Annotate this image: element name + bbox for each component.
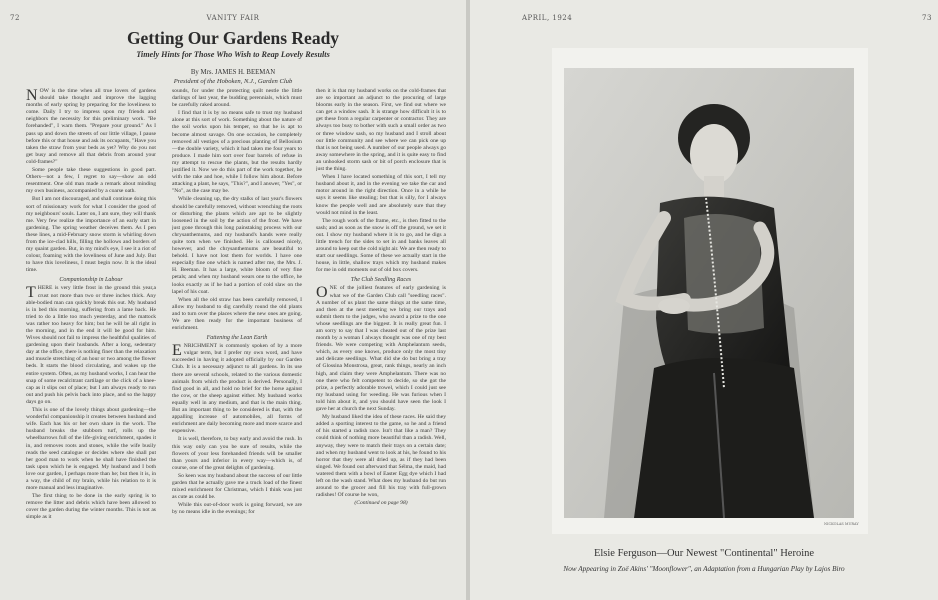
portrait-photo	[564, 68, 854, 518]
paragraph: ONE of the jolliest features of early gardening is what we of the Garden Club call "seedling races". A number of us plant the same things at the same time, and then at the next meeting we bring our trays and submit them to the judges, who award a prize to the one whose seedlings are the biggest. It is really great fun. I am sorry to say that I was cheated out of the prize last month by a woman I always thought was one of my best friends. We were competing with Amphelantum seeds, which, as every one knows, produce only the most tiny and delicate seedlings. What did she do but bring a tray of Glossina Monstrosa, great, rank things, nearly an inch high, and claim they were Amphelantum. There was no one there who felt competent to decide, so she got the prize, a perfectly adorable trowel, which I could just see my husband using for weeding. He was furious when I told him about it, and you should have seen the look I gave her at church the next Sunday.	[316, 284, 446, 413]
paragraph: The rough work of the frame, etc., is then fitted to the sash; and as soon as the snow is off the ground, we set it out. I show my husband where it is to go, and he digs a little trench for the sides to set in and banks leaves all around to keep out the cold night air. We are then ready to start our seedlings. Some of these we actually start in the house, in little, shallow trays which my husband makes for me in odd moments out of old box covers.	[316, 217, 446, 274]
paragraph: So keen was my husband about the success of our little garden that he actually gave me a truck load of the finest mixed enrichment for Christmas, which I think was just as cute as could be.	[172, 472, 302, 501]
paragraph: Some people take these suggestions in good part. Others—not a few, I regret to say—show an odd resentment. One old man made a remark about minding my own business, accompanied by a coarse oath.	[26, 167, 156, 195]
paragraph: My husband liked the idea of these races. He said they added a sporting interest to the game, so he and a friend of his started a radish race. Isn't that like a man? They could think of nothing more beautiful than a radish. Well, anyway, they were to match their trays on a certain date; and when my husband went to look at his, he found to his horror that they were all dried up, as if they had been singed. We found out afterward that Sélma, the maid, had watered them with a bowl of Easter Egg dye which I had left on the wash stand. What does my husband do but run around to the grocer and fill his tray with full-grown radishes! Of course he won,	[316, 414, 446, 499]
photo-caption: Elsie Ferguson—Our Newest "Continental" Heroine	[593, 548, 815, 559]
continued-note: (Continued on page 98)	[354, 500, 408, 507]
paragraph: When all the old straw has been carefully removed, I allow my husband to dig carefully round the old plants and to turn over the places where the new ones are going. We are then ready for the important business of enrichment.	[172, 296, 302, 332]
paragraph: The first thing to be done in the early spring is to remove the litter and debris which have been allowed to cover the garden during the winter months. This is not as simple as it	[26, 493, 156, 521]
section-heading: The Club Seedling Races	[350, 277, 412, 284]
paragraph: ENRICHMENT is commonly spoken of by a more vulgar term, but I prefer my own word, and have succeeded in having it adopted officially by our Garden Club. It is a necessary adjunct to all gardens. In its use there are several schools, related to the various domestic animals from which the product is derived. Personally, I find good in all, and hold no brief for the horse against the cow, or the sheep against either. My husband works equally well in any medium, and that is the main thing. But an important thing to be considered is that, with the appalling increase of automobiles, all forms of enrichment are daily becoming more and more scarce and expensive.	[172, 342, 302, 435]
paragraph: While this out-of-door work is going forward, we are by no means idle in the evenings; for	[172, 502, 302, 516]
article-title: Getting Our Gardens Ready	[126, 28, 340, 48]
paragraph: It is well, therefore, to buy early and avoid the rush. In this way only can you be sure of results, while the flowers of your less forehanded friends will be smaller than yours and inferior in every way—which is, of course, one of the great delights of gardening.	[172, 436, 302, 471]
paragraph: NOW is the time when all true lovers of gardens should take thought and improve the lagging months of early spring by preparing for the loveliness to come. Daily I try to impress upon my friends and neighbors the necessity for this preliminary work. "Be forehanded", I warn them. "Prepare your ground." As I pass up and down the streets of our little village, I pause before this or that house and ask its occupants, "Have you taken the straw from your beds as yet? Why do you not get busy and remove all that debris from around your cold-frames?"	[26, 88, 156, 165]
article-subtitle: Timely Hints for Those Who Wish to Reap Lovely Results	[136, 50, 330, 59]
paragraph: I find that it is by no means safe to trust my husband alone at this sort of work. Something about the nature of the soil works upon his temper, so that he is apt to become almost savage. On one occasion, he completely removed all vestiges of a precious planting of Bellosium—the double variety, which it had taken me four years to produce. I made him sort over four barrels of refuse in my attempt to rescue the plants, but the results hardly justified it. Now we do this part of the work together, he with the rake and hoe, while I follow him about. Before attacking a plant, he says, "This?", and I answer, "Yes", or "No", as the case may be.	[172, 110, 302, 195]
byline-role: President of the Hoboken, N.J., Garden Club	[173, 78, 293, 85]
paragraph: While cleaning up, the dry stalks of last year's flowers should be carefully removed, without wrenching the roots or disturbing the plants which are apt to be slightly loosened in the soil by the action of the frost. We have just gone through this long painstaking process with our chrysanthemums, and my husband's hands were really quite torn when we finished. He is calloused nicely, however, and the chrysanthemums are beautiful to behold. I have not lost them for worlds. I have one especially fine one which is named after me, the Mrs. J. H. Beeman. It has a large, white bloom of very fine petals; and when my husband wears one to the office, he looks exactly as if he had a portion of cold slaw on the lapel of his coat.	[172, 196, 302, 295]
portrait-illustration	[564, 68, 854, 518]
paragraph: THERE is very little frost in the ground this year,a crust not more than two or three inches thick. Any able-bodied man can quickly break this out. My husband is in bed this morning, suffering from a lame back. He tried to do a little too much yesterday, and the mattock was rather too heavy for him; but he will be all right in the morning, and in the end it will be good for him. Wives should not fail to impress the healthful qualities of gardening upon their husbands. After a long, sedentary day at the office, there is nothing finer than the relaxation and muscle stretching of an hour or two among the flower beds. It starts the blood circulating, and wakes up the entire system. Often, as my husband works, I can hear the snap of some recalcitrant cartilage or the click of a knee-cap as it slips out of place; but I am always ready to run out and push his pelvis back into place, and so the happy days go on.	[26, 284, 156, 405]
section-heading: Companionship in Labour	[59, 277, 123, 284]
article-column-1	[26, 88, 156, 588]
section-heading: Fattening the Lean Earth	[206, 335, 268, 342]
paragraph: But I am not discouraged, and shall continue doing this sort of missionary work for what I consider the good of my neighbours' souls. Later on, I am sure, they will thank me. Very few realize the importance of an early start in gardening. The spring weather deceives them. As I pen these lines, a mid-February snow storm is whirling down from the ice-clad hills, filling the hollows and borders of my quaint garden. But, in my mind's eye, I see it a riot of colour, foaming with the loveliness of June and July. But to have this loveliness, I must begin now. It is the ideal time.	[26, 196, 156, 274]
paragraph: sounds, for under the protecting quilt nestle the little darlings of last year, the budding perennials, which must be carefully raked around.	[172, 88, 302, 109]
page-number-left: 72	[10, 14, 20, 22]
paragraph: then it is that my husband works on the cold-frames that are so important an adjunct to the procuring of large blooms early in the season. First, we find out where we can get a window sash. It is strange how difficult it is to get these from a regular carpenter or contractor. They are always too busy to bother with such a small order as two or three window sash, so my husband and I stroll about our little community and see where we can pick one up that is not being used. A number of our people always go away somewhere in the spring, and it is quite easy to find an unhooked storm sash or bit of porch enclosure that is just the thing.	[316, 88, 446, 173]
article-column-2	[172, 88, 302, 588]
page-number-right: 73	[922, 14, 932, 22]
article-column-3	[316, 88, 446, 588]
drop-cap: O	[316, 284, 328, 302]
paragraph: When I have located something of this sort, I tell my husband about it, and in the evening we take the car and motor around in the right direction. Once in a while he says it seems like stealing; but that is silly, for I always know the people well and are absolutely sure that they would not mind in the least.	[316, 174, 446, 216]
paragraph: This is one of the lovely things about gardening—the wonderful companionship it creates between husband and wife. Each has his or her own share in the work. The husband breaks the stubborn turf, rolls up the wheelbarrows full of the life-giving enrichment, spades it in, and removes roots and stones, while the wife busily reads the seed catalogue or decides where she shall put her good man to work when he shall have finished the task upon which he is engaged. My husband and I both love our garden, I perhaps more than he; but then it is, in a way, the child of my brain, while his relation to it is more manual and less imaginative.	[26, 407, 156, 492]
running-head-left: VANITY FAIR	[206, 14, 260, 22]
photo-subcaption: Now Appearing in Zoë Akins' "Moonflower", an Adaptation from a Hungarian Play by Lajos Biro	[563, 565, 845, 573]
drop-cap: N	[26, 88, 38, 104]
article-byline: By Mrs. JAMES H. BEEMAN	[190, 69, 276, 76]
drop-cap: T	[26, 284, 36, 302]
drop-cap: E	[172, 342, 182, 360]
left-page	[0, 0, 466, 600]
running-head-right: APRIL, 1924	[522, 14, 573, 22]
photo-credit: NICKOLAS MURAY	[824, 522, 859, 526]
